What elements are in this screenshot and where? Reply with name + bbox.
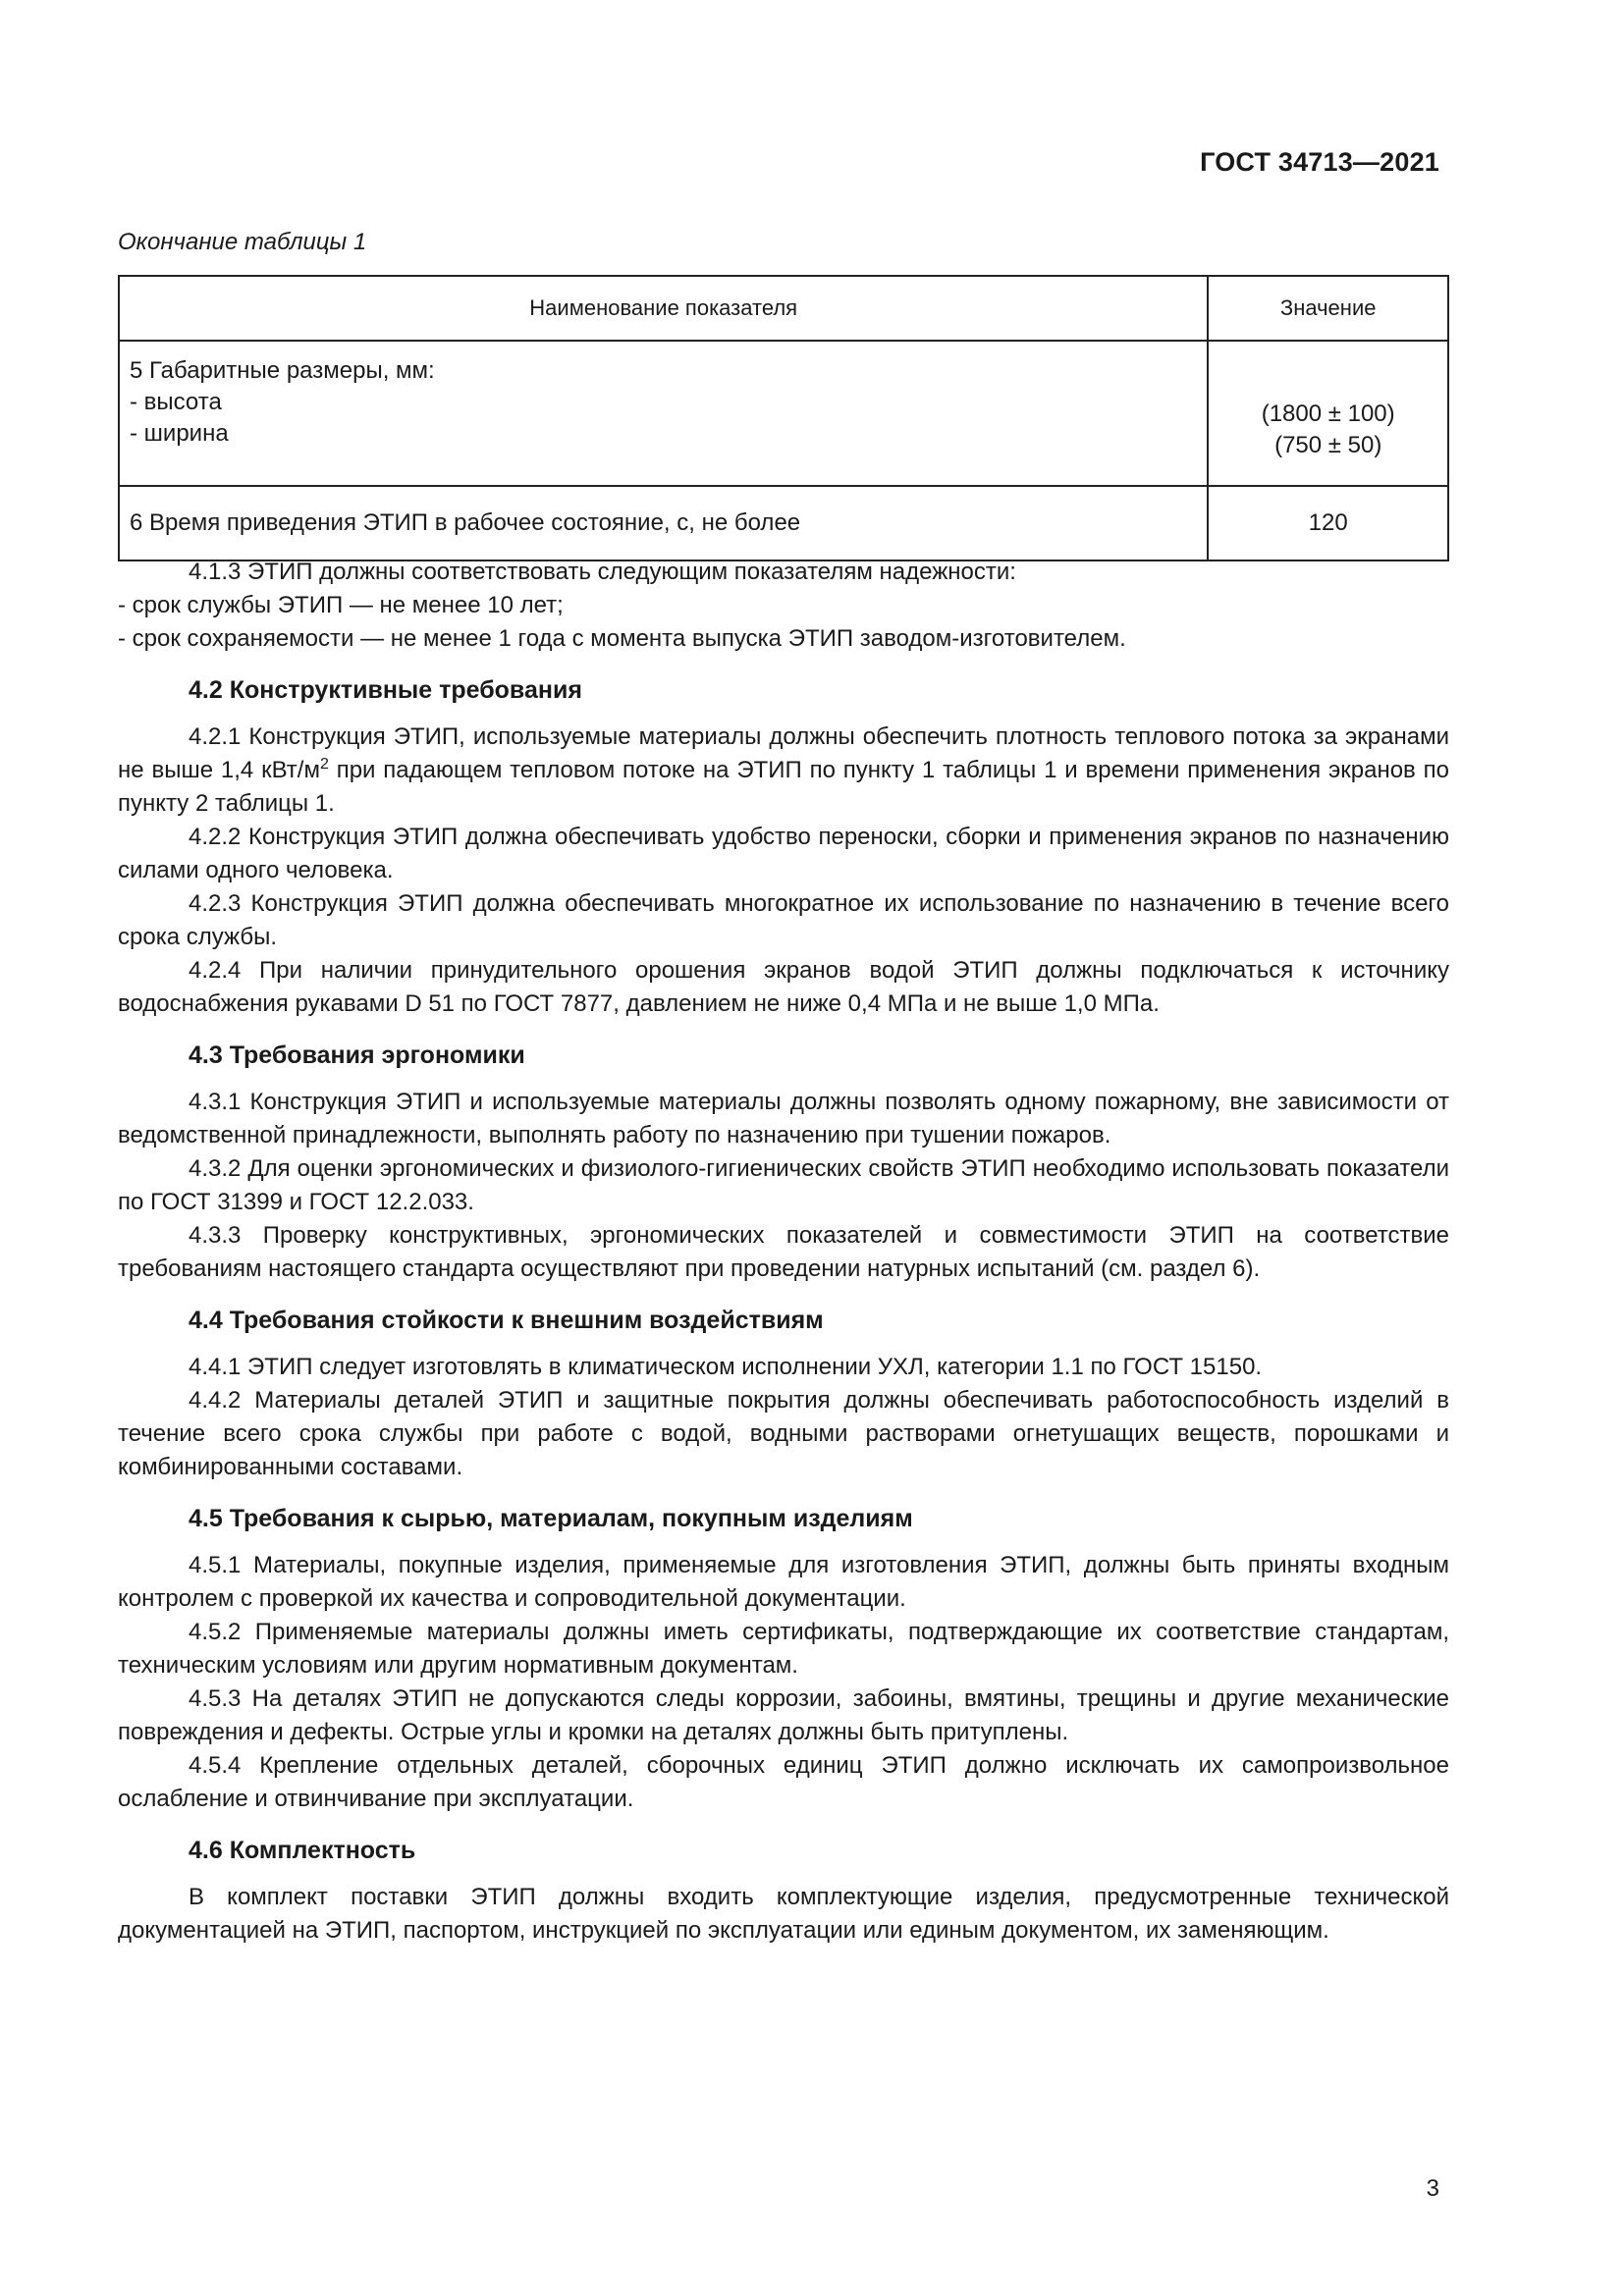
paragraph-4-3-1: 4.3.1 Конструкция ЭТИП и используемые материалы должны позволять одному пожарному, вне зависимости от ведомственной принадлежности, выполнять работу по назначению при тушении пожаров. — [118, 1089, 1449, 1148]
paragraph-4-1-3: 4.1.3 ЭТИП должны соответствовать следующим показателям надежности: — [189, 559, 1016, 585]
paragraph-4-5-2: 4.5.2 Применяемые материалы должны иметь сертификаты, подтверждающие их соответствие стандартам, техническим условиям или другим нормативным документам. — [118, 1619, 1449, 1679]
paragraph-4-2-2: 4.2.2 Конструкция ЭТИП должна обеспечивать удобство переноски, сборки и применения экранов по назначению силами одного человека. — [118, 824, 1449, 883]
paragraph-4-2-3: 4.2.3 Конструкция ЭТИП должна обеспечивать многократное их использование по назначению в течение всего срока службы. — [118, 890, 1449, 950]
section-heading-4-5: 4.5 Требования к сырью, материалам, покупным изделиям — [189, 1505, 913, 1532]
spec-table — [118, 275, 1449, 561]
row-name-line: - ширина — [130, 420, 229, 447]
section-heading-4-6: 4.6 Комплектность — [189, 1837, 416, 1864]
row-name-line: 6 Время приведения ЭТИП в рабочее состояние, с, не более — [130, 509, 801, 536]
list-item: - срок сохраняемости — не менее 1 года с момента выпуска ЭТИП заводом-изготовителем. — [118, 625, 1126, 652]
table-cell-name — [119, 341, 1208, 486]
table-row — [119, 341, 1448, 486]
paragraph-4-5-1: 4.5.1 Материалы, покупные изделия, применяемые для изготовления ЭТИП, должны быть приняты входным контролем с проверкой их качества и сопроводительной документации. — [118, 1552, 1449, 1612]
document-id: ГОСТ 34713—2021 — [1200, 147, 1439, 177]
paragraph-4-4-1: 4.4.1 ЭТИП следует изготовлять в климатическом исполнении УХЛ, категории 1.1 по ГОСТ 15150. — [189, 1354, 1263, 1380]
document-body — [118, 556, 1449, 1948]
paragraph-4-3-2: 4.3.2 Для оценки эргономических и физиолого-гигиенических свойств ЭТИП необходимо использовать показатели по ГОСТ 31399 и ГОСТ 12.2.033. — [118, 1155, 1449, 1215]
row-value: (750 ± 50) — [1274, 432, 1382, 458]
section-heading-4-4: 4.4 Требования стойкости к внешним воздействиям — [189, 1307, 824, 1334]
paragraph-4-2-1: 4.2.1 Конструкция ЭТИП, используемые материалы должны обеспечить плотность теплового потока за экранами не выше 1,4 кВт/$м^2$ при падающем тепловом потоке на ЭТИП по пункту 1 таблицы 1 и времени применения экранов по пункту 2 таблицы 1. — [118, 723, 1449, 817]
paragraph-4-6: В комплект поставки ЭТИП должны входить комплектующие изделия, предусмотренные технической документацией на ЭТИП, паспортом, инструкцией по эксплуатации или единым документом, их заменяющим. — [118, 1884, 1449, 1944]
paragraph-4-3-3: 4.3.3 Проверку конструктивных, эргономических показателей и совместимости ЭТИП на соответствие требованиям настоящего стандарта осуществляют при проведении натурных испытаний (см. раздел 6). — [118, 1222, 1449, 1282]
page-number: 3 — [1426, 2175, 1439, 2202]
superscript: 2 — [319, 756, 329, 773]
row-name-line: 5 Габаритные размеры, мм: — [130, 357, 435, 384]
table-cell-value — [1208, 486, 1448, 561]
row-value: (1800 ± 100) — [1261, 400, 1395, 427]
paragraph-4-4-2: 4.4.2 Материалы деталей ЭТИП и защитные покрытия должны обеспечивать работоспособность изделий в течение всего срока службы при работе с водой, водными растворами огнетушащих веществ, порошками и комбинированными составами. — [118, 1387, 1449, 1480]
paragraph-4-5-4: 4.5.4 Крепление отдельных деталей, сборочных единиц ЭТИП должно исключать их самопроизвольное ослабление и отвинчивание при эксплуатации. — [118, 1752, 1449, 1812]
list-item: - срок службы ЭТИП — не менее 10 лет; — [118, 592, 564, 618]
table-cell-value — [1208, 341, 1448, 486]
row-value: 120 — [1308, 509, 1348, 536]
paragraph-4-2-4: 4.2.4 При наличии принудительного орошения экранов водой ЭТИП должны подключаться к источнику водоснабжения рукавами D 51 по ГОСТ 7877, давлением не ниже 0,4 МПа и не выше 1,0 МПа. — [118, 957, 1449, 1017]
table-row — [119, 486, 1448, 561]
paragraph-4-5-3: 4.5.3 На деталях ЭТИП не допускаются следы коррозии, забоины, вмятины, трещины и другие механические повреждения и дефекты. Острые углы и кромки на деталях должны быть притуплены. — [118, 1685, 1449, 1745]
column-header-name: Наименование показателя — [119, 276, 1208, 341]
row-name-line: - высота — [130, 389, 222, 415]
column-header-value: Значение — [1208, 276, 1448, 341]
section-heading-4-3: 4.3 Требования эргономики — [189, 1041, 525, 1069]
table-caption: Окончание таблицы 1 — [118, 229, 367, 255]
section-heading-4-2: 4.2 Конструктивные требования — [189, 676, 582, 704]
table-header-row — [119, 276, 1448, 341]
table-cell-name — [119, 486, 1208, 561]
